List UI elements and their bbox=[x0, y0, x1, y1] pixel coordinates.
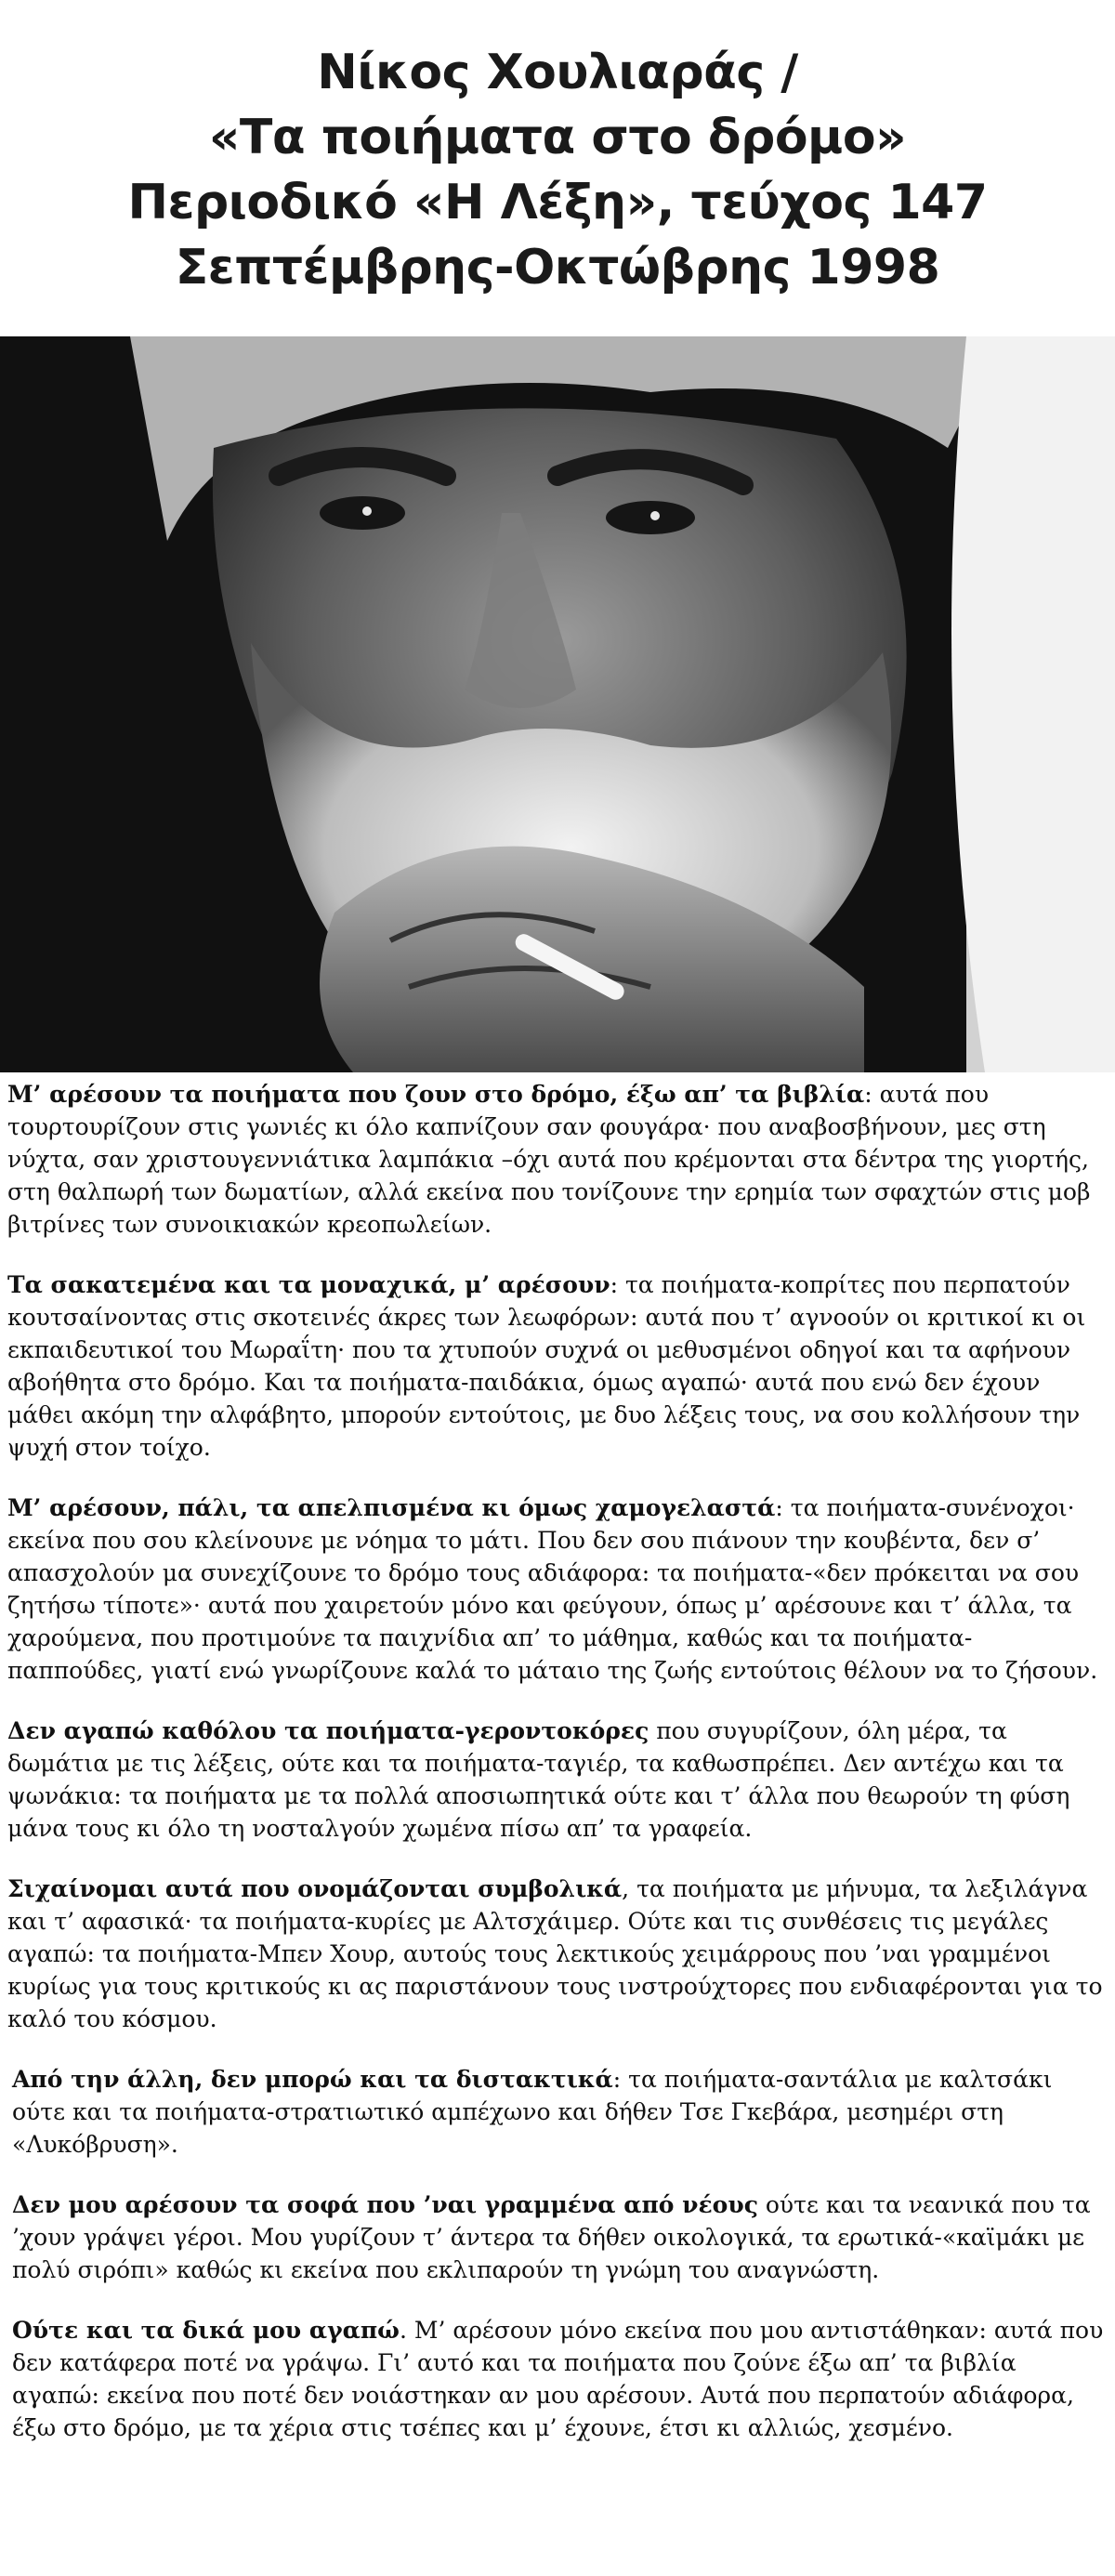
title-date: Σεπτέμβρης-Οκτώβρης 1998 bbox=[175, 240, 940, 296]
paragraph-1 bbox=[7, 1078, 1104, 1241]
title-work: «Τα ποιήματα στο δρόμο» bbox=[208, 110, 907, 165]
title-magazine: Περιοδικό «Η Λέξη», τεύχος 147 bbox=[127, 175, 988, 230]
paragraph-1-body: : αυτά που τουρτουρίζουν στις γωνιές κι όλο καπνίζουν σαν φουγάρα· που αναβοσβήνουν, μες στη νύχτα, σαν χριστουγεννιάτικα λαμπάκια –όχι αυτά που κρέμονται στα δέντρα της γιορτής, στη θαλπωρή των δωματίων, αλλά εκείνα που τονίζουνε την ερημία των σφαχτών στις μοβ βιτρίνες των συνοικιακών κρεοπωλείων. bbox=[7, 1081, 1091, 1238]
paragraph-8-body: . Μ’ αρέσουν μόνο εκείνα που μου αντιστάθηκαν: αυτά που δεν κατάφερα ποτέ να γράψω. Γι’ αυτό και τα ποιήματα που ζούνε έξω απ’ τα βιβλία αγαπώ: εκείνα που ποτέ δεν νοιάστηκαν αν μου αρέσουν. Αυτά που περπατούν αδιάφορα, έξω στο δρόμο, με τα χέρια στις τσέπες και μ’ έχουνε, έτσι κι αλλιώς, χεσμένο. bbox=[12, 2317, 1104, 2441]
paragraph-6-body: : τα ποιήματα-σαντάλια με καλτσάκι ούτε και τα ποιήματα-στρατιωτικό αμπέχωνο και δήθεν Τσε Γκεβάρα, μεσημέρι στη «Λυκόβρυση». bbox=[12, 2066, 1053, 2158]
paragraph-4 bbox=[7, 1715, 1104, 1845]
paragraph-6-lead: Από την άλλη, δεν μπορώ και τα διστακτικά bbox=[12, 2066, 613, 2093]
paragraph-7 bbox=[7, 2188, 1104, 2286]
paragraph-3 bbox=[7, 1492, 1104, 1687]
paragraph-1-lead: Μ’ αρέσουν τα ποιήματα που ζουν στο δρόμο, έξω απ’ τα βιβλία bbox=[7, 1081, 865, 1108]
paragraph-2-lead: Τα σακατεμένα και τα μοναχικά, μ’ αρέσουν bbox=[7, 1271, 610, 1298]
paragraph-5 bbox=[7, 1873, 1104, 2035]
article-body bbox=[7, 1078, 1104, 2472]
article-header bbox=[0, 0, 1115, 335]
paragraph-4-body: που συγυρίζουν, όλη μέρα, τα δωμάτια με τις λέξεις, ούτε και τα ποιήματα-ταγιέρ, τα καθωσπρέπει. Δεν αντέχω και τα ψωνάκια: τα ποιήματα με τα πολλά αποσιωπητικά ούτε και τ’ άλλα που θεωρούν τη φύση μάνα τους κι όλο τη νοσταλγούν χωμένα πίσω απ’ τα γραφεία. bbox=[7, 1717, 1070, 1842]
paragraph-3-lead: Μ’ αρέσουν, πάλι, τα απελπισμένα κι όμως χαμογελαστά bbox=[7, 1494, 776, 1521]
title-author: Νίκος Χουλιαράς / bbox=[317, 45, 798, 100]
paragraph-8-lead: Ούτε και τα δικά μου αγαπώ bbox=[12, 2317, 400, 2344]
paragraph-8 bbox=[7, 2314, 1104, 2444]
paragraph-7-body: ούτε και τα νεανικά που τα ’χουν γράψει γέροι. Μου γυρίζουν τ’ άντερα τα δήθεν οικολογικά, τα ερωτικά-«καϊμάκι με πολύ σιρόπι» καθώς κι εκείνα που εκλιπαρούν τη γνώμη του αναγνώστη. bbox=[12, 2191, 1091, 2283]
paragraph-3-body: : τα ποιήματα-συνένοχοι· εκείνα που σου κλείνουνε με νόημα το μάτι. Που δεν σου πιάνουν την κουβέντα, δεν σ’ απασχολούν μα συνεχίζουνε το δρόμο τους αδιάφορα: τα ποιήματα-«δεν πρόκειται να σου ζητήσω τίποτε»· αυτά που χαιρετούν μόνο και φεύγουν, όπως μ’ αρέσουνε και τ’ άλλα, τα χαρούμενα, που προτιμούνε τα παιχνίδια απ’ το μάθημα, καθώς και τα ποιήματα-παππούδες, γιατί ενώ γνωρίζουνε καλά το μάταιο της ζωής εντούτοις θέλουν να το ζήσουν. bbox=[7, 1494, 1098, 1684]
paragraph-6 bbox=[7, 2063, 1104, 2161]
paragraph-2-body: : τα ποιήματα-κοπρίτες που περπατούν κουτσαίνοντας στις σκοτεινές άκρες των λεωφόρων: αυτά που τ’ αγνοούν οι κριτικοί κι οι εκπαιδευτικοί του Μωραΐτη· που τα χτυπούν συχνά οι μεθυσμένοι οδηγοί και τα αφήνουν αβοήθητα στο δρόμο. Και τα ποιήματα-παιδάκια, όμως αγαπώ· αυτά που ενώ δεν έχουν μάθει ακόμη την αλφάβητο, μπορούν εντούτοις, με δυο λέξεις τους, να σου κολλήσουν την ψυχή στον τοίχο. bbox=[7, 1271, 1086, 1461]
paragraph-5-lead: Σιχαίνομαι αυτά που ονομάζονται συμβολικά bbox=[7, 1875, 623, 1902]
paragraph-4-lead: Δεν αγαπώ καθόλου τα ποιήματα-γεροντοκόρες bbox=[7, 1717, 649, 1744]
paragraph-5-body: , τα ποιήματα με μήνυμα, τα λεξιλάγνα και τ’ αφασικά· τα ποιήματα-κυρίες με Αλτσχάιμερ. Ούτε και τις συνθέσεις τις μεγάλες αγαπώ: τα ποιήματα-Μπεν Χουρ, αυτούς τους λεκτικούς χειμάρρους που ’ναι γραμμένοι κυρίως για τους κριτικούς κι ας παριστάνουν τους ινστρούχτορες που ενδιαφέρονται για το καλό του κόσμου. bbox=[7, 1875, 1103, 2032]
paragraph-7-lead: Δεν μου αρέσουν τα σοφά που ’ναι γραμμένα από νέους bbox=[12, 2191, 758, 2218]
author-portrait-photo bbox=[0, 336, 1115, 1072]
paragraph-2 bbox=[7, 1268, 1104, 1464]
